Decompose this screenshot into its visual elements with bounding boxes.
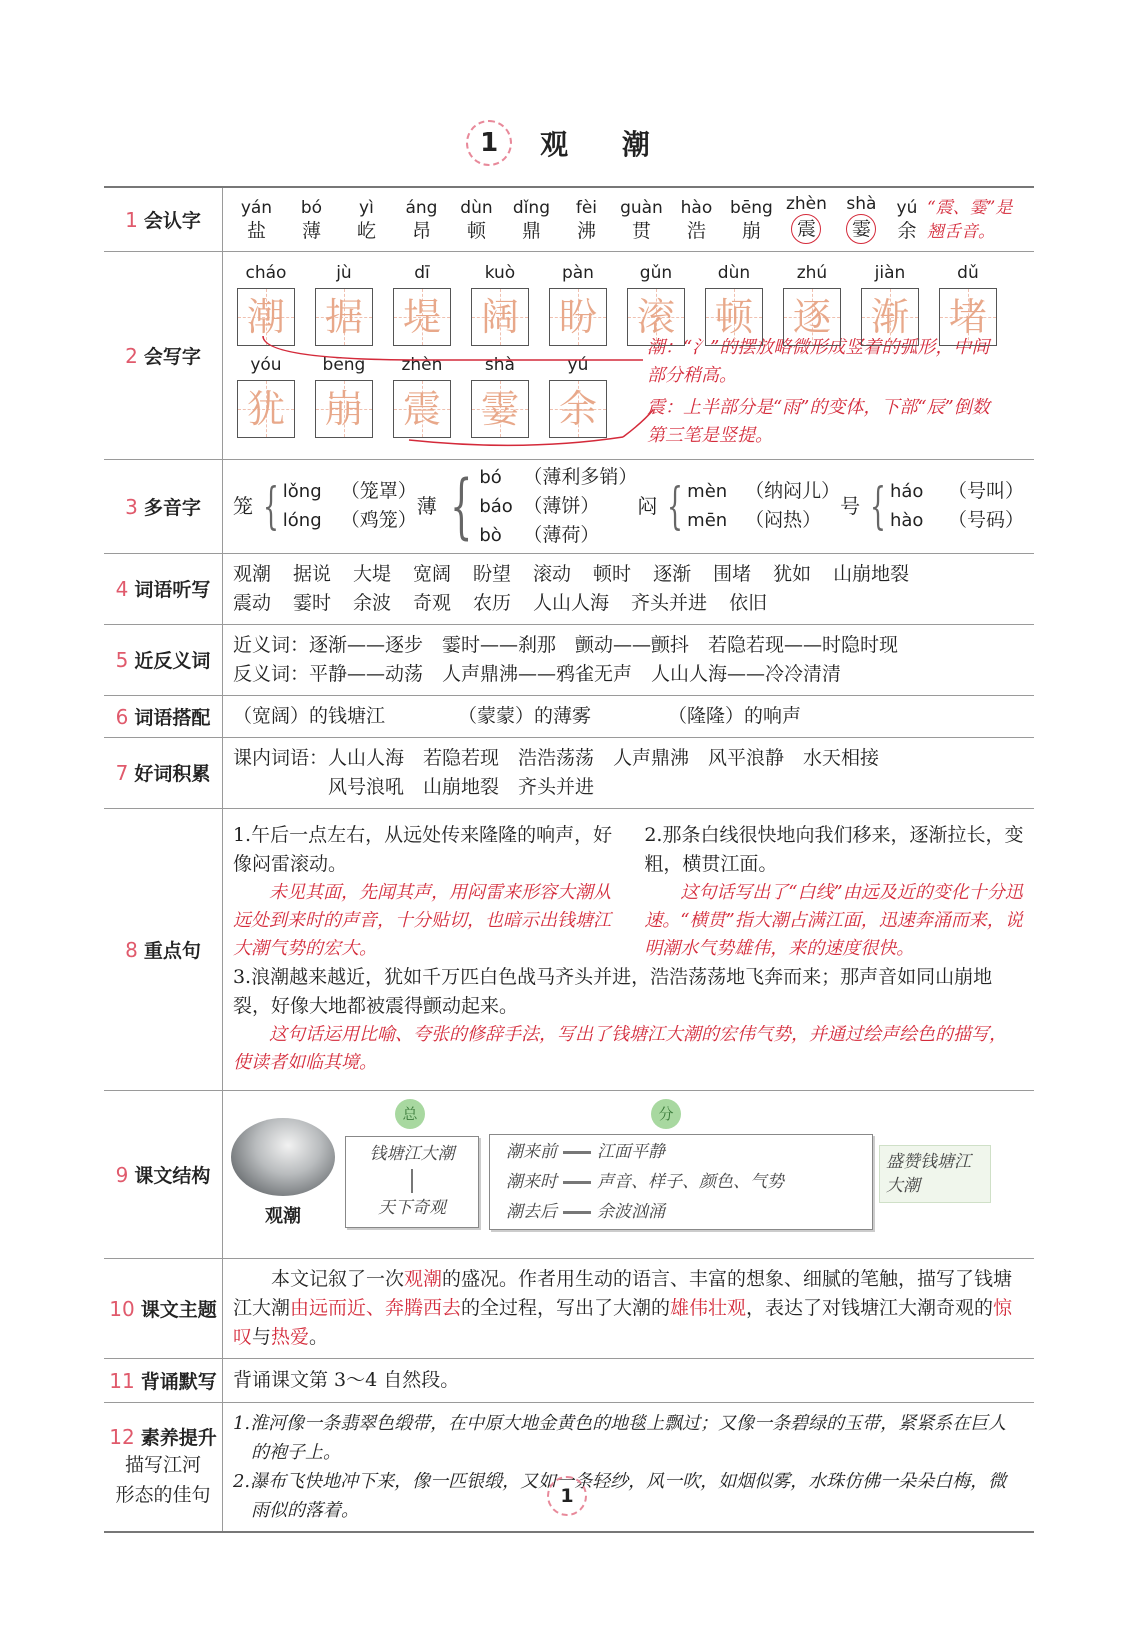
char-item: fèi 沸 <box>575 198 598 243</box>
polyphone-bao: 薄 { bó （薄利多销） báo （薄饼） bò （薄荷） <box>416 465 638 547</box>
row-good-words <box>104 737 1034 808</box>
row-synonyms <box>104 624 1034 695</box>
structure-conclusion: 盛赞钱塘江大潮 <box>879 1145 991 1203</box>
char-item: yì 屹 <box>356 198 376 243</box>
key-sentence-2: 2.那条白线很快地向我们移来，逐渐拉长，变粗，横贯江面。 这句话写出了“白线”由远及近的变化十分迅速。“横贯”指大潮占满江面，迅速奔涌而来，说明潮水气势雄伟，来的速度很快。 <box>644 821 1024 963</box>
structure-stages-box <box>489 1134 873 1230</box>
write-char: zhèn 震 <box>383 352 461 450</box>
tag-fen: 分 <box>651 1099 681 1129</box>
key-sentence-1: 1.午后一点左右，从远处传来隆隆的响声，好像闷雷滚动。 未见其面，先闻其声，用闷雷来形容大潮从远处到来时的声音，十分贴切，也暗示出钱塘江大潮气势的宏大。 <box>233 821 613 963</box>
row-polyphones <box>104 459 1034 553</box>
write-chars-row2 <box>227 352 617 450</box>
write-char: jù 据 <box>305 260 383 346</box>
note-zhen: 震：上半部分是“雨”的变体，下部“辰”倒数第三笔是竖提。 <box>646 397 990 446</box>
lesson-summary-table <box>104 186 1034 1533</box>
row-label: 6 词语搭配 <box>104 695 222 737</box>
write-char: zhú 逐 <box>773 260 851 346</box>
stage-item: 潮来时 声音、样子、颜色、气势 <box>505 1172 784 1192</box>
char-item: guàn 贯 <box>620 198 663 243</box>
char-item: bó 薄 <box>300 198 323 243</box>
good-words-line1: 课内词语：人山人海 若隐若现 浩浩荡荡 人声鼎沸 风平浪静 水天相接 <box>232 746 879 769</box>
write-char: dī 堤 <box>383 260 461 346</box>
char-item: bēng 崩 <box>730 198 773 243</box>
fine-sentence-2: 2.瀑布飞快地冲下来，像一匹银缎，又如一条轻纱，风一吹，如烟似雾，水珠仿佛一朵朵白梅，微雨似的落着。 <box>232 1470 1007 1521</box>
char-item: áng 昂 <box>405 198 438 243</box>
row-dictation <box>104 553 1034 624</box>
theme-text: 本文记叙了一次观潮的盛况。作者用生动的语言、丰富的想象、细腻的笔触，描写了钱塘江大潮由远而近、奔腾西去的全过程，写出了大潮的雄伟壮观，表达了对钱塘江大潮奇观的惊叹与热爱。 <box>222 1258 1034 1358</box>
dictation-line2: 震动 霎时 余波 奇观 农历 人山人海 齐头并进 依旧 <box>232 591 768 614</box>
char-item: zhèn 震 <box>779 194 834 244</box>
char-item: dǐng 鼎 <box>512 198 550 243</box>
row-label: 7 好词积累 <box>104 737 222 808</box>
write-char: yóu 犹 <box>227 352 305 450</box>
row-label: 1 会认字 <box>104 187 222 251</box>
row-label: 9 课文结构 <box>104 1090 222 1258</box>
write-char: yú 余 <box>539 352 617 450</box>
row-label: 3 多音字 <box>104 459 222 553</box>
tag-zong: 总 <box>395 1099 425 1129</box>
synonyms-line: 近义词：逐渐——逐步 霎时——刹那 颤动——颤抖 若隐若现——时隐时现 <box>232 633 898 656</box>
polyphone-men: 闷 { mèn （纳闷儿） mēn （闷热） <box>637 477 841 535</box>
row-label: 4 词语听写 <box>104 553 222 624</box>
row-recite <box>104 1358 1034 1402</box>
write-char: shà 霎 <box>461 352 539 450</box>
row-label: 10 课文主题 <box>104 1258 222 1358</box>
write-char: dùn 顿 <box>695 260 773 346</box>
structure-diagram <box>231 1099 1026 1249</box>
note-retroflex: “震、霎”是翘舌音。 <box>926 198 1013 243</box>
key-sentence-3: 3.浪潮越来越近，犹如千万匹白色战马齐头并进，浩浩荡荡地飞奔而来；那声音如同山崩地裂，好像大地都被震得颤动起来。 这句话运用比喻、夸张的修辞手法，写出了钱塘江大潮的宏伟气势，并通过绘声绘色的描写，使读者如临其境。 <box>233 963 1024 1077</box>
row-label: 2 会写字 <box>104 251 222 459</box>
char-item: dùn 顿 <box>460 198 493 243</box>
write-char: cháo 潮 <box>227 260 305 346</box>
collocation-item: （宽阔）的钱塘江 <box>232 704 385 727</box>
write-chars-row1 <box>227 260 1030 346</box>
write-char: pàn 盼 <box>539 260 617 346</box>
recite-text: 背诵课文第 3～4 自然段。 <box>222 1358 1034 1402</box>
write-char: dǔ 堵 <box>929 260 1007 346</box>
write-char: gǔn 滚 <box>617 260 695 346</box>
good-words-line2: 风号浪吼 山崩地裂 齐头并进 <box>327 775 594 798</box>
char-item: shà 霎 <box>834 194 889 244</box>
dictation-line1: 观潮 据说 大堤 宽阔 盼望 滚动 顿时 逐渐 围堵 犹如 山崩地裂 <box>232 562 910 585</box>
char-item: yán 盐 <box>240 198 273 243</box>
row-write-chars <box>104 251 1034 459</box>
row-label: 5 近反义词 <box>104 624 222 695</box>
char-item: hào 浩 <box>680 198 713 243</box>
note-chao: 潮：“氵”的摆放略微形成竖着的弧形，中间部分稍高。 <box>646 337 990 386</box>
row-key-sentences <box>104 808 1034 1090</box>
row-recognize-chars <box>104 187 1034 251</box>
collocation-item: （隆隆）的响声 <box>667 704 801 727</box>
fine-sentence-1: 1.淮河像一条翡翠色缎带，在中原大地金黄色的地毯上飘过；又像一条碧绿的玉带，紧紧系在巨人的袍子上。 <box>232 1412 1007 1463</box>
analysis-3: 这句话运用比喻、夸张的修辞手法，写出了钱塘江大潮的宏伟气势，并通过绘声绘色的描写，使读者如临其境。 <box>232 1024 1007 1073</box>
recognize-chars-list <box>229 194 1028 244</box>
row-structure <box>104 1090 1034 1258</box>
row-label: 12 素养提升 描写江河 形态的佳句 <box>104 1402 222 1532</box>
photo-caption: 观潮 <box>264 1205 301 1227</box>
tide-photo <box>231 1118 335 1196</box>
write-char: bēng 崩 <box>305 352 383 450</box>
row-label: 11 背诵默写 <box>104 1358 222 1402</box>
row-theme <box>104 1258 1034 1358</box>
polyphone-hao: 号 { háo （号叫） hào （号码） <box>840 477 1024 535</box>
write-char: jiàn 渐 <box>851 260 929 346</box>
antonyms-line: 反义词：平静——动荡 人声鼎沸——鸦雀无声 人山人海——冷冷清清 <box>232 662 841 685</box>
analysis-1: 未见其面，先闻其声，用闷雷来形容大潮从远处到来时的声音，十分贴切，也暗示出钱塘江大潮气势的宏大。 <box>232 882 611 959</box>
collocation-item: （蒙蒙）的薄雾 <box>457 704 591 727</box>
structure-summary-box: 钱塘江大潮 天下奇观 <box>345 1136 479 1228</box>
lesson-title: 观 潮 <box>540 128 672 161</box>
page-number: 1 <box>547 1476 587 1516</box>
analysis-2: 这句话写出了“白线”由远及近的变化十分迅速。“横贯”指大潮占满江面，迅速奔涌而来，说明潮水气势雄伟，来的速度很快。 <box>644 882 1023 959</box>
stage-item: 潮来前 江面平静 <box>505 1142 665 1162</box>
page-title <box>0 120 1138 166</box>
row-label: 8 重点句 <box>104 808 222 1090</box>
lesson-number-badge: 1 <box>466 120 512 166</box>
polyphone-long: 笼 { lǒng （笼罩） lóng （鸡笼） <box>232 477 417 535</box>
char-item: yú 余 <box>896 198 918 243</box>
stage-item: 潮去后 余波汹涌 <box>505 1202 665 1222</box>
write-char: kuò 阔 <box>461 260 539 346</box>
row-collocations <box>104 695 1034 737</box>
